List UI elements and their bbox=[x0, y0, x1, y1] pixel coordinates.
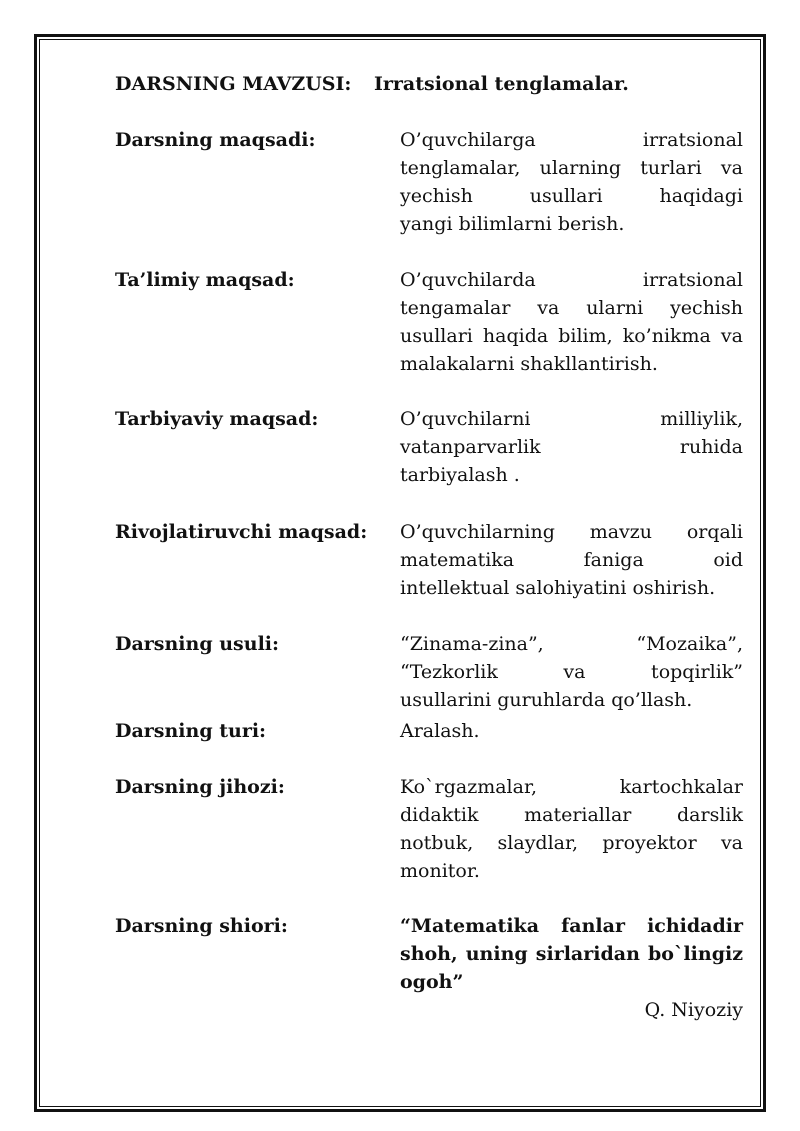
maqsadi-line: yechish usullari haqidagi bbox=[400, 185, 743, 207]
maqsadi-label: Darsning maqsadi: bbox=[115, 129, 316, 151]
topic-value: Irratsional tenglamalar. bbox=[374, 73, 629, 95]
jihozi-label: Darsning jihozi: bbox=[115, 776, 285, 798]
talimiy-line: O’quvchilarda irratsional bbox=[400, 269, 743, 291]
jihozi-line: notbuk, slaydlar, proyektor va bbox=[400, 832, 743, 854]
shiori-line: “Matematika fanlar ichidadir bbox=[400, 915, 743, 937]
rivojlantiruvchi-line: matematika faniga oid bbox=[400, 549, 743, 571]
talimiy-label: Ta’limiy maqsad: bbox=[115, 269, 295, 291]
talimiy-line: usullari haqida bilim, ko’nikma va bbox=[400, 325, 743, 347]
tarbiyaviy-line: vatanparvarlik ruhida bbox=[400, 436, 743, 458]
talimiy-line: malakalarni shakllantirish. bbox=[400, 353, 658, 375]
jihozi-line: didaktik materiallar darslik bbox=[400, 804, 743, 826]
rivojlantiruvchi-line: O’quvchilarning mavzu orqali bbox=[400, 521, 743, 543]
tarbiyaviy-line: O’quvchilarni milliylik, bbox=[400, 408, 743, 430]
tarbiyaviy-line: tarbiyalash . bbox=[400, 464, 520, 486]
maqsadi-line: O’quvchilarga irratsional bbox=[400, 129, 743, 151]
topic-label: DARSNING MAVZUSI: bbox=[115, 73, 352, 95]
rivojlantiruvchi-line: intellektual salohiyatini oshirish. bbox=[400, 577, 716, 599]
maqsadi-line: yangi bilimlarni berish. bbox=[400, 213, 625, 235]
jihozi-line: Ko`rgazmalar, kartochkalar bbox=[400, 776, 743, 798]
tarbiyaviy-label: Tarbiyaviy maqsad: bbox=[115, 408, 319, 430]
usuli-line: “Tezkorlik va topqirlik” bbox=[400, 661, 743, 683]
shiori-label: Darsning shiori: bbox=[115, 915, 288, 937]
shiori-author: Q. Niyoziy bbox=[644, 999, 743, 1021]
turi-value: Aralash. bbox=[400, 720, 480, 742]
shiori-line: shoh, uning sirlaridan bo`lingiz bbox=[400, 943, 743, 965]
turi-label: Darsning turi: bbox=[115, 720, 267, 742]
jihozi-line: monitor. bbox=[400, 860, 480, 882]
usuli-label: Darsning usuli: bbox=[115, 633, 280, 655]
talimiy-line: tengamalar va ularni yechish bbox=[400, 297, 743, 319]
usuli-line: usullarini guruhlarda qo’llash. bbox=[400, 689, 693, 711]
shiori-line: ogoh” bbox=[400, 971, 464, 993]
rivojlantiruvchi-label: Rivojlatiruvchi maqsad: bbox=[115, 521, 368, 543]
maqsadi-line: tenglamalar, ularning turlari va bbox=[400, 157, 743, 179]
usuli-line: “Zinama-zina”, “Mozaika”, bbox=[400, 633, 743, 655]
